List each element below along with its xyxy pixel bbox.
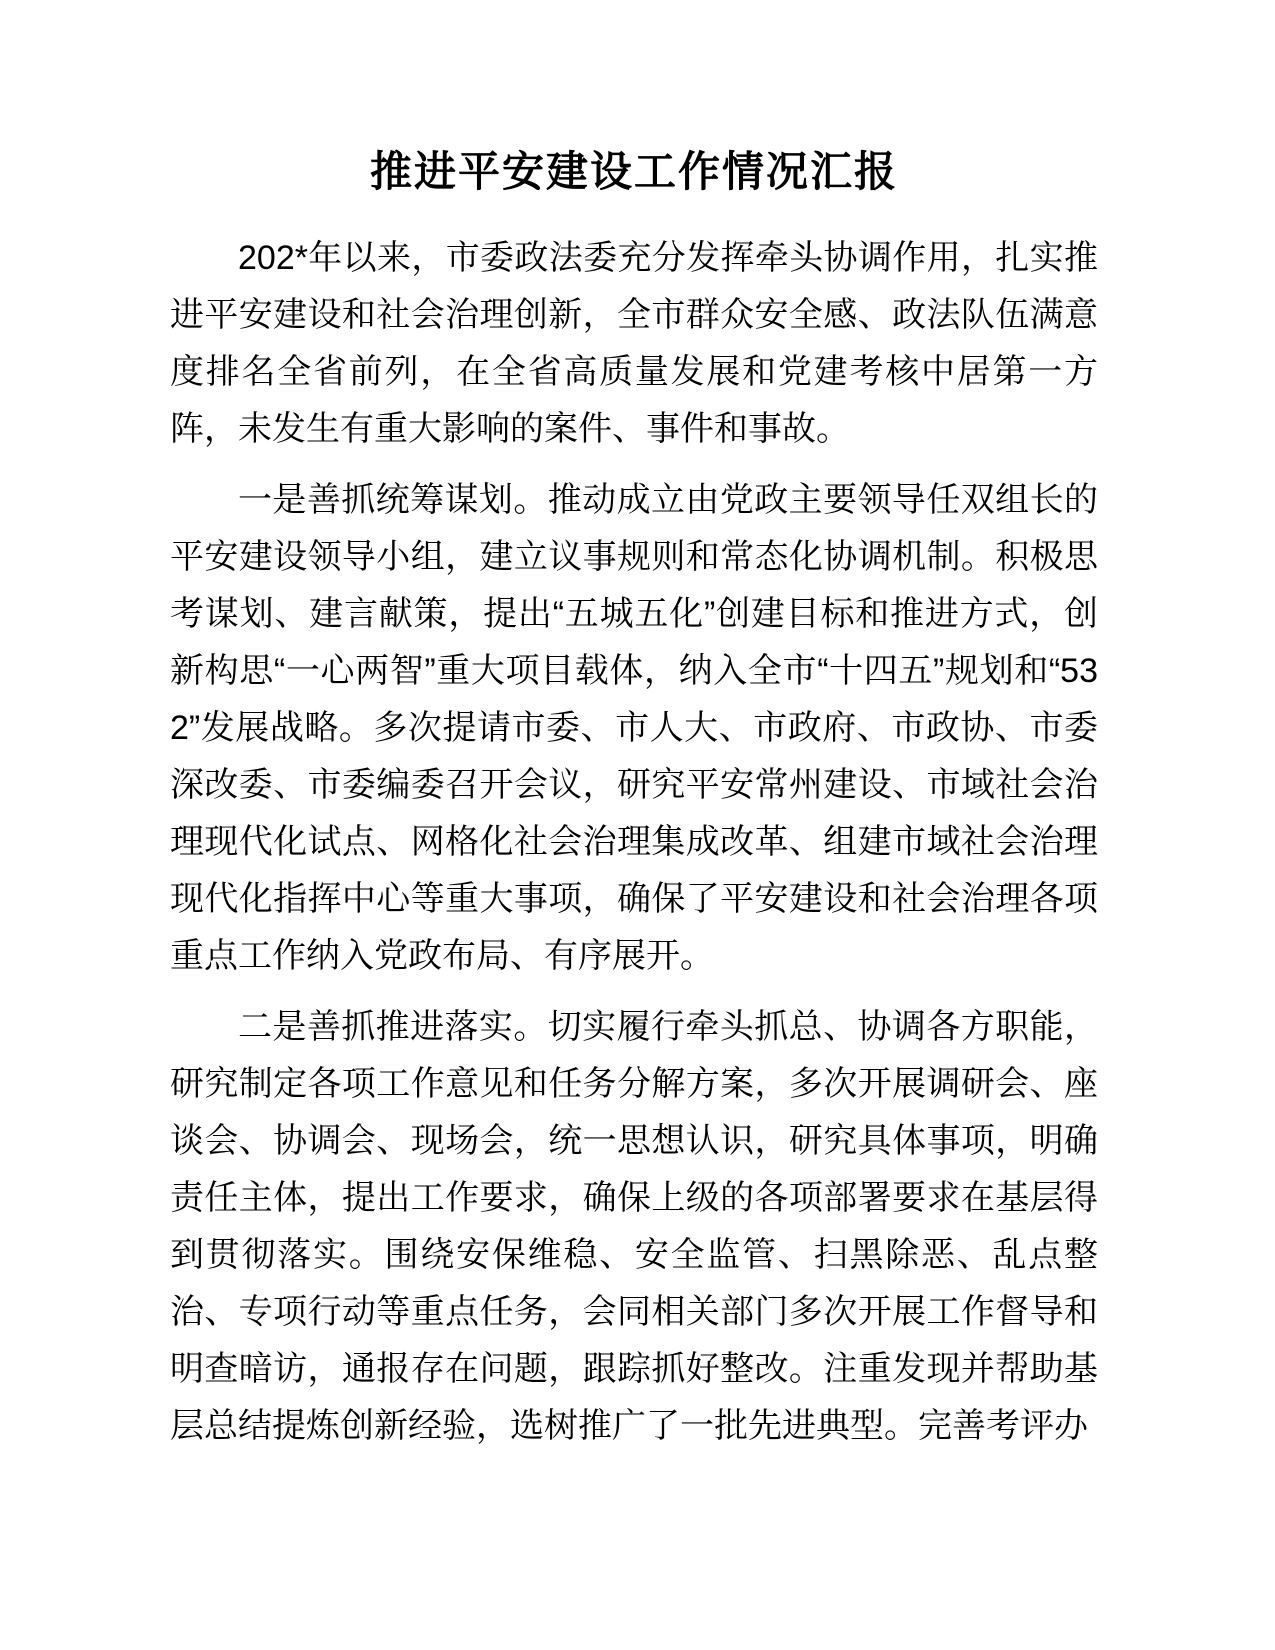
- paragraph-point-two: 二是善抓推进落实。切实履行牵头抓总、协调各方职能，研究制定各项工作意见和任务分解方案，多次开展调研会、座谈会、协调会、现场会，统一思想认识，研究具体事项，明确责任主体，提出工作要求，确保上级的各项部署要求在基层得到贯彻落实。围绕安保维稳、安全监管、扫黑除恶、乱点整治、专项行动等重点任务，会同相关部门多次开展工作督导和明查暗访，通报存在问题，跟踪抓好整改。注重发现并帮助基层总结提炼创新经验，选树推广了一批先进典型。完善考评办: [170, 1008, 1098, 1445]
- document-title: 推进平安建设工作情况汇报: [369, 148, 898, 195]
- paragraph-intro: 202*年以来，市委政法委充分发挥牵头协调作用，扎实推进平安建设和社会治理创新，全市群众安全感、政法队伍满意度排名全省前列，在全省高质量发展和党建考核中居第一方阵，未发生有重大影响的案件、事件和事故。: [170, 239, 1098, 448]
- document-body: [170, 230, 1098, 1455]
- paragraph-point-one: 一是善抓统筹谋划。推动成立由党政主要领导任双组长的平安建设领导小组，建立议事规则和常态化协调机制。积极思考谋划、建言献策，提出“五城五化”创建目标和推进方式，创新构思“一心两智”重大项目载体，纳入全市“十四五”规划和“532”发展战略。多次提请市委、市人大、市政府、市政协、市委深改委、市委编委召开会议，研究平安常州建设、市域社会治理现代化试点、网格化社会治理集成改革、组建市域社会治理现代化指挥中心等重大事项，确保了平安建设和社会治理各项重点工作纳入党政布局、有序展开。: [170, 481, 1098, 975]
